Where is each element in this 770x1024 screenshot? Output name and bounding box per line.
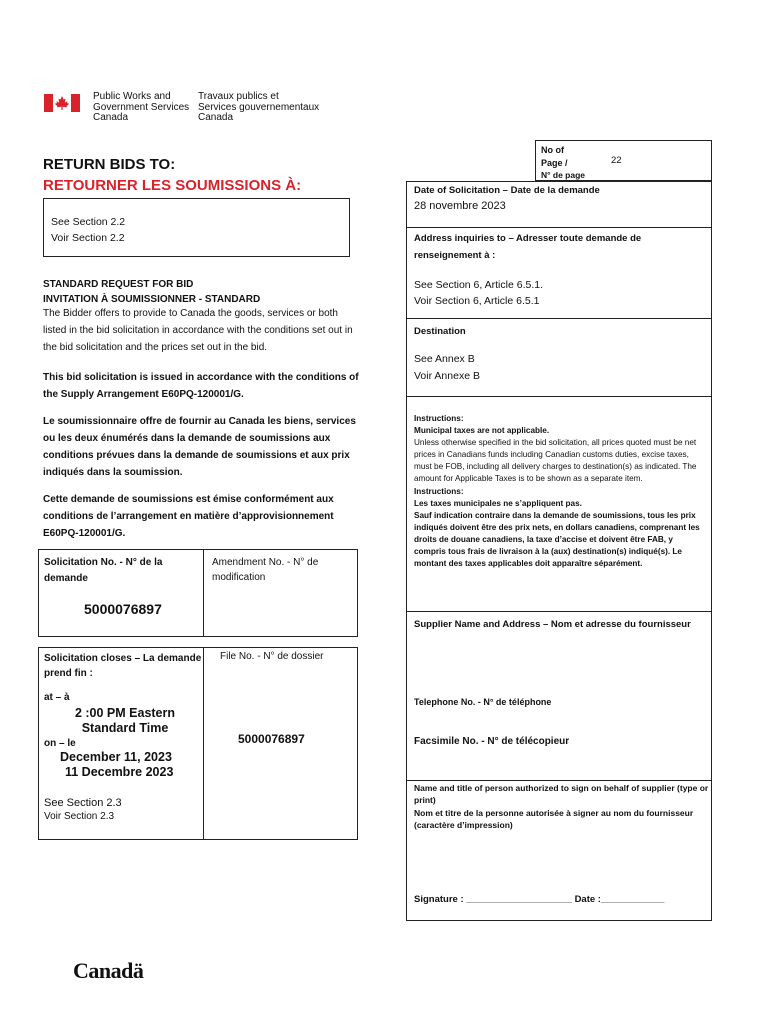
canada-wordmark: Canadä [73,958,144,983]
return-bids-title-fr: RETOURNER LES SOUMISSIONS À: [43,177,302,194]
page-count: 22 [611,155,622,166]
department-name-fr: Travaux publics et Services gouvernementaux Canada [198,91,320,123]
instructions: Instructions: Municipal taxes are not applicable. Unless otherwise specified in the bid solicitation, all prices quoted must be net prices in Canadians funds including Canadian customs duties, excise taxes, must be FOB, including all delivery charges to destination(s) as indicated. The amount for Applicable Taxes is to be shown as a separate item. Instructions: Les taxes municipales ne s’appliquent pas. Sauf indication contraire dans la demande de soumissions, tous les prix indiqués doivent être des prix nets, en dollars canadiens, comprenant les droits de douane canadiens, la taxe d’accise et doivent être FAB, y compris tous frais de livraison à la (aux) destination(s) indiqué(s). Le montant des taxes applicables doit apparaître séparément. [414,414,700,569]
solicitation-closes-label: Solicitation closes – La demande prend fin : [44,653,202,679]
supplier-name-address-label: Supplier Name and Address – Nom et adresse du fournisseur [414,619,691,630]
closing-date: December 11, 2023 11 Decembre 2023 [60,750,174,779]
address-inquiries: See Section 6, Article 6.5.1. Voir Section 6, Article 6.5.1 [414,279,543,307]
standard-request-heading: STANDARD REQUEST FOR BID INVITATION À SOUMISSIONNER - STANDARD [43,279,261,305]
return-address: See Section 2.2 Voir Section 2.2 [51,216,126,244]
solicitation-number: 5000076897 [84,601,162,617]
telephone-label: Telephone No. - N° de téléphone [414,697,552,707]
signature-line: Signature : ____________________ Date :____________ [414,894,665,905]
cette-demande-text-fr: Cette demande de soumissions est émise conformément aux conditions de l’arrangement en matière d’approvisionnement E60PQ-120001/G. [43,494,334,539]
on-label: on – le [44,738,76,749]
address-inquiries-label: Address inquiries to – Adresser toute demande de renseignement à : [414,233,642,261]
page-count-label: No of Page / N° de page [541,145,586,180]
closing-see-section: See Section 2.3 Voir Section 2.3 [44,797,122,822]
at-label: at – à [44,692,70,703]
fax-label: Facsimile No. - N° de télécopieur [414,736,570,747]
destination: See Annex B Voir Annexe B [414,353,480,382]
file-number: 5000076897 [238,732,305,746]
soumissionnaire-text-fr: Le soumissionnaire offre de fournir au Canada les biens, services ou les deux énumérés dans la demande de soumissions aux conditions prévues dans la demande de soumissions et aux prix indiqués dans la soumission. [43,416,356,478]
flag-icon [44,94,80,112]
amendment-number-label: Amendment No. - N° de modification [212,557,319,583]
solicitation-number-label: Solicitation No. - N° de la demande [44,557,163,584]
file-number-label: File No. - N° de dossier [220,651,324,662]
destination-label: Destination [414,326,466,337]
return-bids-title-en: RETURN BIDS TO: [43,156,176,173]
date-of-solicitation: 28 novembre 2023 [414,200,506,212]
department-name-en: Public Works and Government Services Canada [93,91,190,123]
bidder-offers-text: The Bidder offers to provide to Canada the goods, services or both listed in the bid solicitation in accordance with the conditions set out in the bid solicitation and the prices set out in the bid. [43,308,353,353]
issued-text-en: This bid solicitation is issued in accordance with the conditions of the Supply Arrangement E60PQ-120001/G. [43,372,359,400]
date-of-solicitation-label: Date of Solicitation – Date de la demande [414,185,600,196]
closing-time: 2 :00 PM Eastern Standard Time [74,706,176,735]
authorized-person-label: Name and title of person authorized to sign on behalf of supplier (type or print) Nom et titre de la personne autorisée à signer au nom du fournisseur (caractère d’impression) [414,783,709,830]
